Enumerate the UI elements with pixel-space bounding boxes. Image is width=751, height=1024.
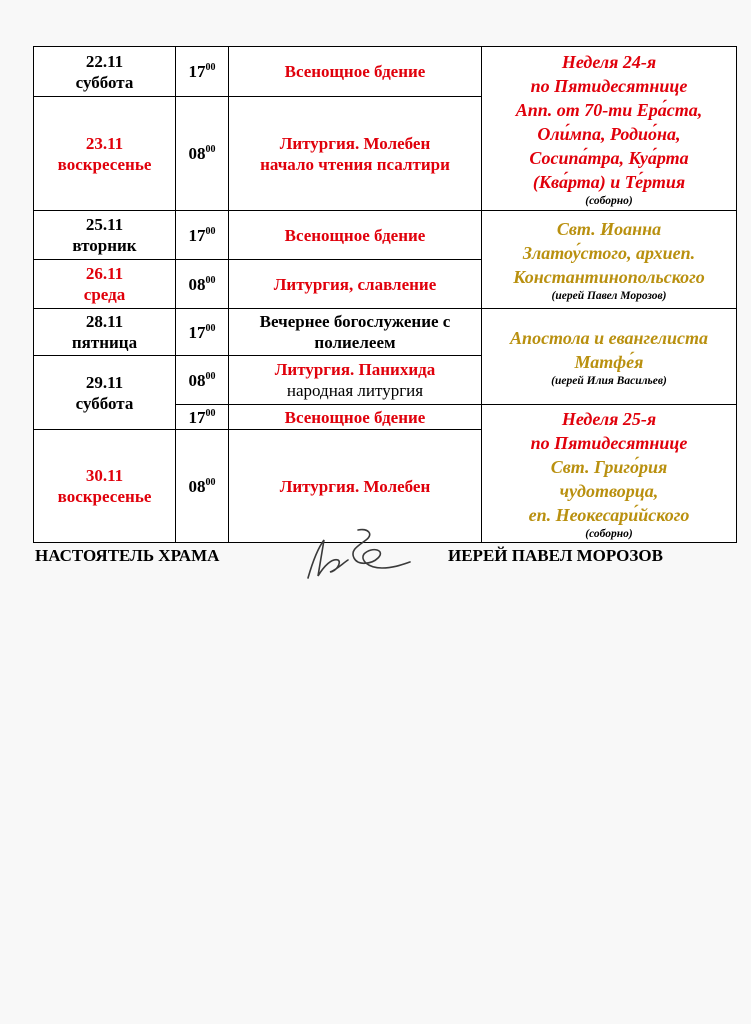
service-cell [229, 356, 482, 405]
service-name: Всенощное бдение [284, 62, 426, 81]
date-cell [34, 309, 176, 356]
time-cell [176, 47, 229, 97]
service-name: Литургия. Панихида [274, 360, 436, 379]
feast-line: Златоу́стого, архиеп. [522, 242, 696, 263]
date-cell [34, 97, 176, 211]
time-cell [176, 97, 229, 211]
date: 26.11 [85, 264, 124, 283]
weekday: воскресенье [57, 154, 152, 174]
time-hour: 08 [188, 370, 206, 390]
service-note: народная литургия [286, 381, 424, 400]
date-cell [34, 211, 176, 260]
feast-line: по Пятидесятнице [530, 75, 688, 96]
date: 22.11 [85, 51, 124, 71]
time-minutes: 00 [205, 274, 216, 286]
time-hour: 17 [188, 62, 206, 81]
feast-line: (Ква́рта) и Те́ртия [532, 171, 686, 192]
weekday: суббота [75, 393, 134, 413]
time-cell [176, 309, 229, 356]
date: 30.11 [85, 466, 124, 485]
date: 23.11 [85, 133, 124, 153]
service-line2: начало чтения псалтири [260, 154, 450, 174]
feast-note: (соборно) [585, 527, 633, 540]
date-cell [34, 356, 176, 430]
service-cell [229, 260, 482, 309]
time-hour: 17 [188, 225, 206, 245]
time-minutes: 00 [205, 322, 216, 334]
feast-line: Неделя 25-я [561, 408, 657, 429]
service-cell [229, 405, 482, 430]
service-line2: полиелеем [314, 333, 396, 352]
time-minutes: 00 [205, 144, 216, 155]
time-cell [176, 430, 229, 543]
service-cell [229, 97, 482, 211]
feast-note: (иерей Илия Васильев) [551, 374, 667, 387]
time-minutes: 00 [205, 62, 216, 73]
feast-cell [482, 309, 737, 405]
time-hour: 17 [188, 407, 206, 427]
rector-title: НАСТОЯТЕЛЬ ХРАМА [35, 546, 220, 565]
time-minutes: 00 [205, 225, 216, 237]
feast-line: Матфе́я [574, 351, 644, 372]
feast-line: Апостола и евангелиста [510, 327, 708, 348]
time-cell [176, 405, 229, 430]
feast-line: Свт. Иоанна [556, 218, 662, 239]
date-cell [34, 260, 176, 309]
weekday: пятница [71, 333, 138, 352]
feast-cell [482, 47, 737, 211]
weekday: вторник [72, 236, 137, 255]
feast-note: (иерей Павел Морозов) [551, 289, 667, 302]
weekday: воскресенье [57, 487, 152, 506]
date: 25.11 [85, 215, 124, 234]
weekday: суббота [75, 72, 134, 92]
date: 28.11 [85, 312, 124, 331]
priest-name: ИЕРЕЙ ПАВЕЛ МОРОЗОВ [448, 546, 663, 565]
service-name: Вечернее богослужение с [259, 312, 451, 331]
table-row [34, 47, 737, 97]
time-hour: 08 [188, 274, 206, 294]
service-name: Литургия, славление [273, 274, 437, 294]
service-name: Литургия. Молебен [279, 476, 431, 496]
feast-line: Оли́мпа, Родио́на, [537, 123, 681, 144]
weekday: среда [83, 285, 126, 304]
time-cell [176, 260, 229, 309]
feast-cell [482, 405, 737, 543]
time-hour: 08 [188, 476, 206, 496]
date: 29.11 [85, 372, 124, 392]
service-name: Всенощное бдение [284, 225, 426, 245]
time-minutes: 00 [205, 370, 216, 382]
time-hour: 08 [188, 144, 206, 163]
feast-line: чудотворца, [559, 480, 659, 501]
time-cell [176, 356, 229, 405]
date-cell [34, 430, 176, 543]
feast-line: Сосипа́тра, Куа́рта [529, 147, 689, 168]
feast-line: Апп. от 70-ти Ера́ста, [515, 99, 703, 120]
signature [302, 524, 414, 586]
feast-line: Неделя 24-я [561, 51, 657, 72]
table-row [34, 309, 737, 356]
feast-line: Свт. Григо́рия [550, 456, 668, 477]
feast-note: (соборно) [585, 194, 633, 207]
feast-line: Константинопольского [513, 266, 705, 287]
feast-line: еп. Неокесари́йского [528, 504, 690, 525]
service-name: Всенощное бдение [284, 407, 426, 427]
feast-line: по Пятидесятнице [530, 432, 688, 453]
service-cell [229, 47, 482, 97]
table-row [34, 211, 737, 260]
time-hour: 17 [188, 322, 206, 342]
date-cell [34, 47, 176, 97]
service-cell [229, 309, 482, 356]
time-minutes: 00 [205, 476, 216, 488]
service-cell [229, 211, 482, 260]
time-cell [176, 211, 229, 260]
feast-cell [482, 211, 737, 309]
time-minutes: 00 [205, 407, 216, 419]
service-schedule-table [33, 46, 737, 543]
service-name: Литургия. Молебен [279, 133, 431, 153]
